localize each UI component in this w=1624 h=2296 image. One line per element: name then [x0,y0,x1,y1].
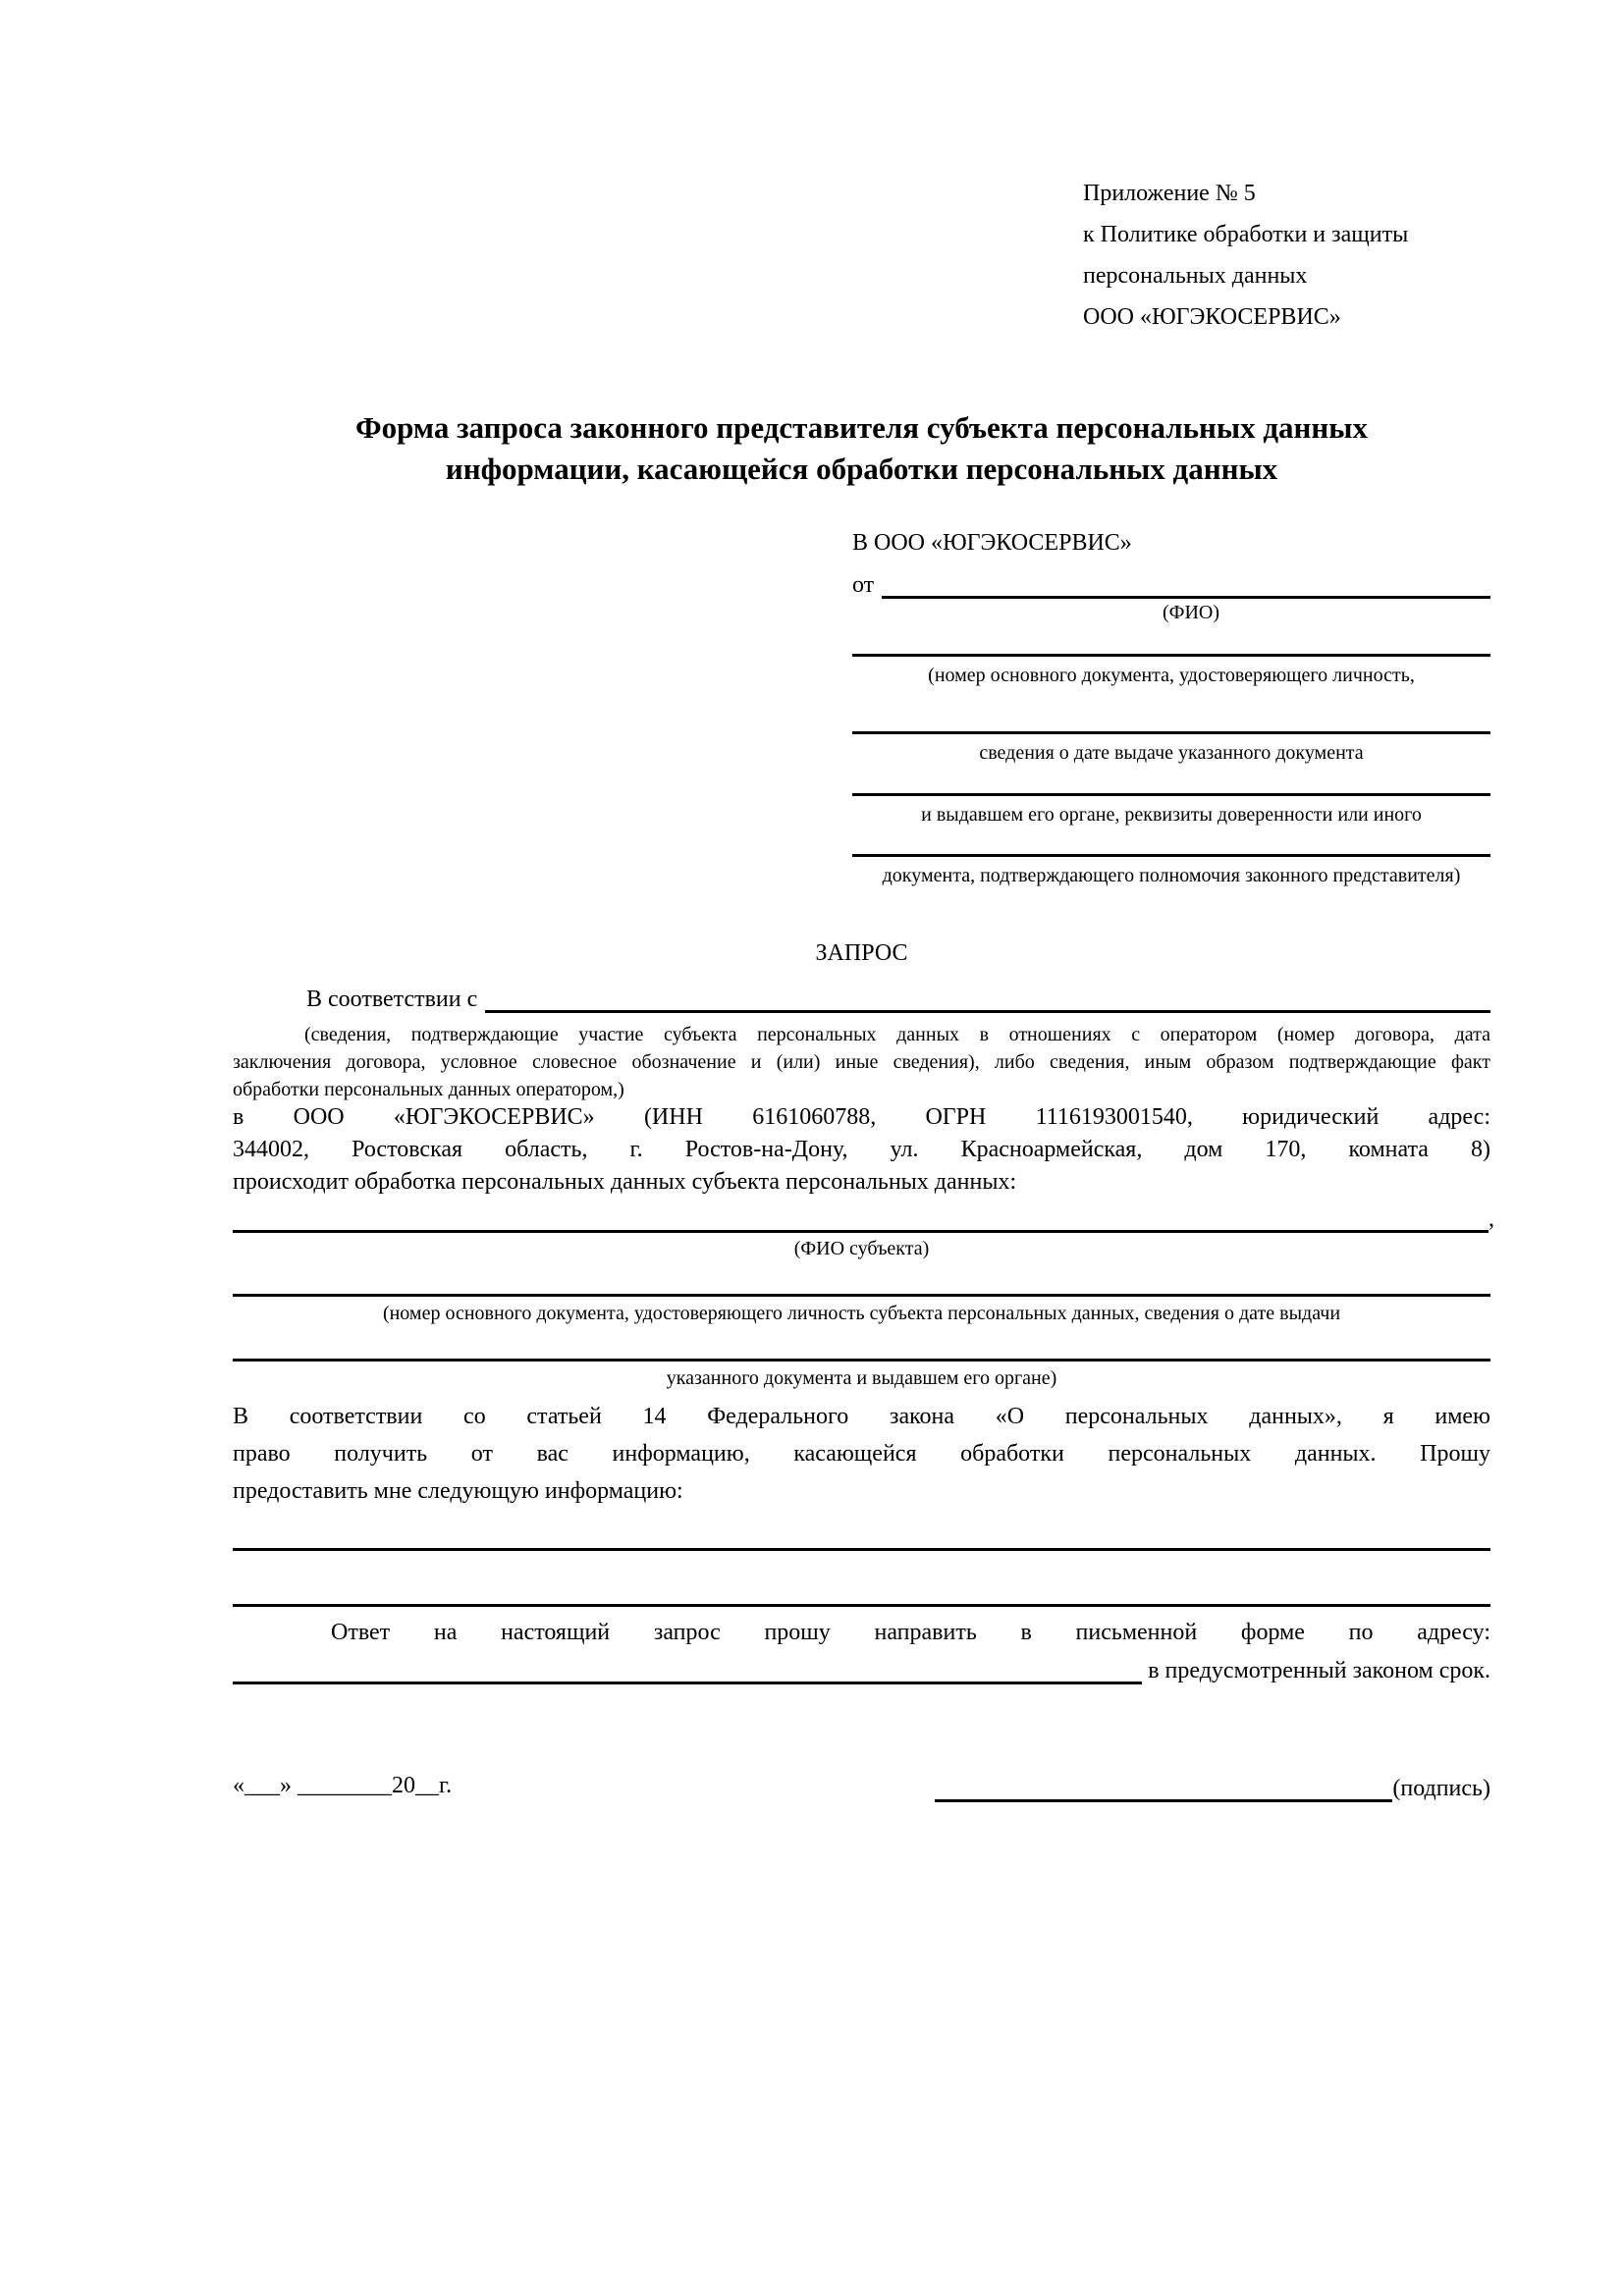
subject-fio-caption: (ФИО субъекта) [793,1238,930,1259]
from-label: от [852,572,875,598]
issue-date-caption: сведения о дате выдаче указанного документа [979,742,1364,764]
issue-date-blank-line [852,731,1490,734]
subject-fio-suffix: , [1489,1206,1494,1232]
intro-note-line: заключения договора, условное словесное обозначение и (или) иные сведения), либо сведения, иным образом подтверждающие факт [233,1051,1490,1073]
addressee-to: В ООО «ЮГЭКОСЕРВИС» [852,530,1132,556]
law-paragraph-line: В соответствии со статьей 14 Федерального закона «О персональных данных», я имею [233,1404,1490,1429]
form-title [233,407,1490,490]
operator-paragraph-line: в ООО «ЮГЭКОСЕРВИС» (ИНН 6161060788, ОГРН 1116193001540, юридический адрес: [233,1104,1490,1130]
intro-note [233,1021,1490,1103]
subject-doc-caption-2: указанного документа и выдавшем его органе) [666,1367,1057,1389]
intro-line [233,984,1490,1013]
doc-number-blank-line [852,654,1490,657]
form-title-line: информации, касающейся обработки персональных данных [445,452,1278,486]
law-paragraph [233,1398,1490,1510]
fio-blank-line [882,570,1490,599]
operator-paragraph-line: 344002, Ростовская область, г. Ростов-на-Дону, ул. Красноармейская, дом 170, комната 8) [233,1137,1490,1162]
answer-paragraph-line-2 [233,1655,1490,1684]
doc-number-caption: (номер основного документа, удостоверяющего личность, [928,665,1415,686]
issuing-authority-caption: и выдавшем его органе, реквизиты доверенности или иного [921,804,1422,826]
subject-fio-line [233,1203,1494,1233]
from-line [852,569,1490,599]
law-paragraph-line: право получить от вас информацию, касающейся обработки персональных данных. Прошу [233,1441,1490,1467]
intro-note-line: обработки персональных данных оператором,) [233,1079,624,1100]
subject-fio-blank-line [233,1204,1489,1233]
subject-doc-blank-line-2 [233,1359,1490,1362]
issuing-authority-blank-line [852,793,1490,796]
operator-paragraph-line: происходит обработка персональных данных субъекта персональных данных: [233,1169,1017,1195]
appendix-line: Приложение № 5 [1083,181,1256,206]
address-blank-line [233,1656,1142,1684]
answer-paragraph-suffix: в предусмотренный законом срок. [1148,1658,1490,1683]
appendix-line: к Политике обработки и защиты [1083,222,1409,247]
authority-doc-caption: документа, подтверждающего полномочия законного представителя) [882,865,1461,886]
addressee-block [852,530,1490,923]
intro-note-line: (сведения, подтверждающие участие субъекта персональных данных в отношениях с оператором (номер договора, дата [304,1024,1490,1045]
info-blank-line-1 [233,1548,1490,1551]
authority-doc-blank-line [852,854,1490,857]
answer-paragraph-line-1: Ответ на настоящий запрос прошу направить в письменной форме по адресу: [331,1620,1490,1645]
operator-paragraph [233,1101,1490,1199]
intro-prefix: В соответствии с [306,987,478,1012]
intro-blank-line [485,985,1490,1013]
law-paragraph-line: предоставить мне следующую информацию: [233,1478,683,1504]
request-heading: ЗАПРОС [815,940,908,966]
appendix-line: ООО «ЮГЭКОСЕРВИС» [1083,304,1341,330]
fio-caption: (ФИО) [1162,602,1219,623]
footer-date-line: «___» ________20__г. [233,1773,453,1798]
info-blank-line-2 [233,1604,1490,1607]
subject-doc-blank-line [233,1294,1490,1297]
signature-caption: (подпись) [1392,1776,1490,1801]
appendix-line: персональных данных [1083,263,1308,289]
subject-doc-caption: (номер основного документа, удостоверяющего личность субъекта персональных данных, сведения о дате выдачи [382,1303,1341,1324]
appendix-header [1083,173,1408,338]
form-title-line: Форма запроса законного представителя субъекта персональных данных [355,410,1368,445]
signature-blank-line [935,1774,1392,1802]
signature-line [935,1773,1490,1802]
